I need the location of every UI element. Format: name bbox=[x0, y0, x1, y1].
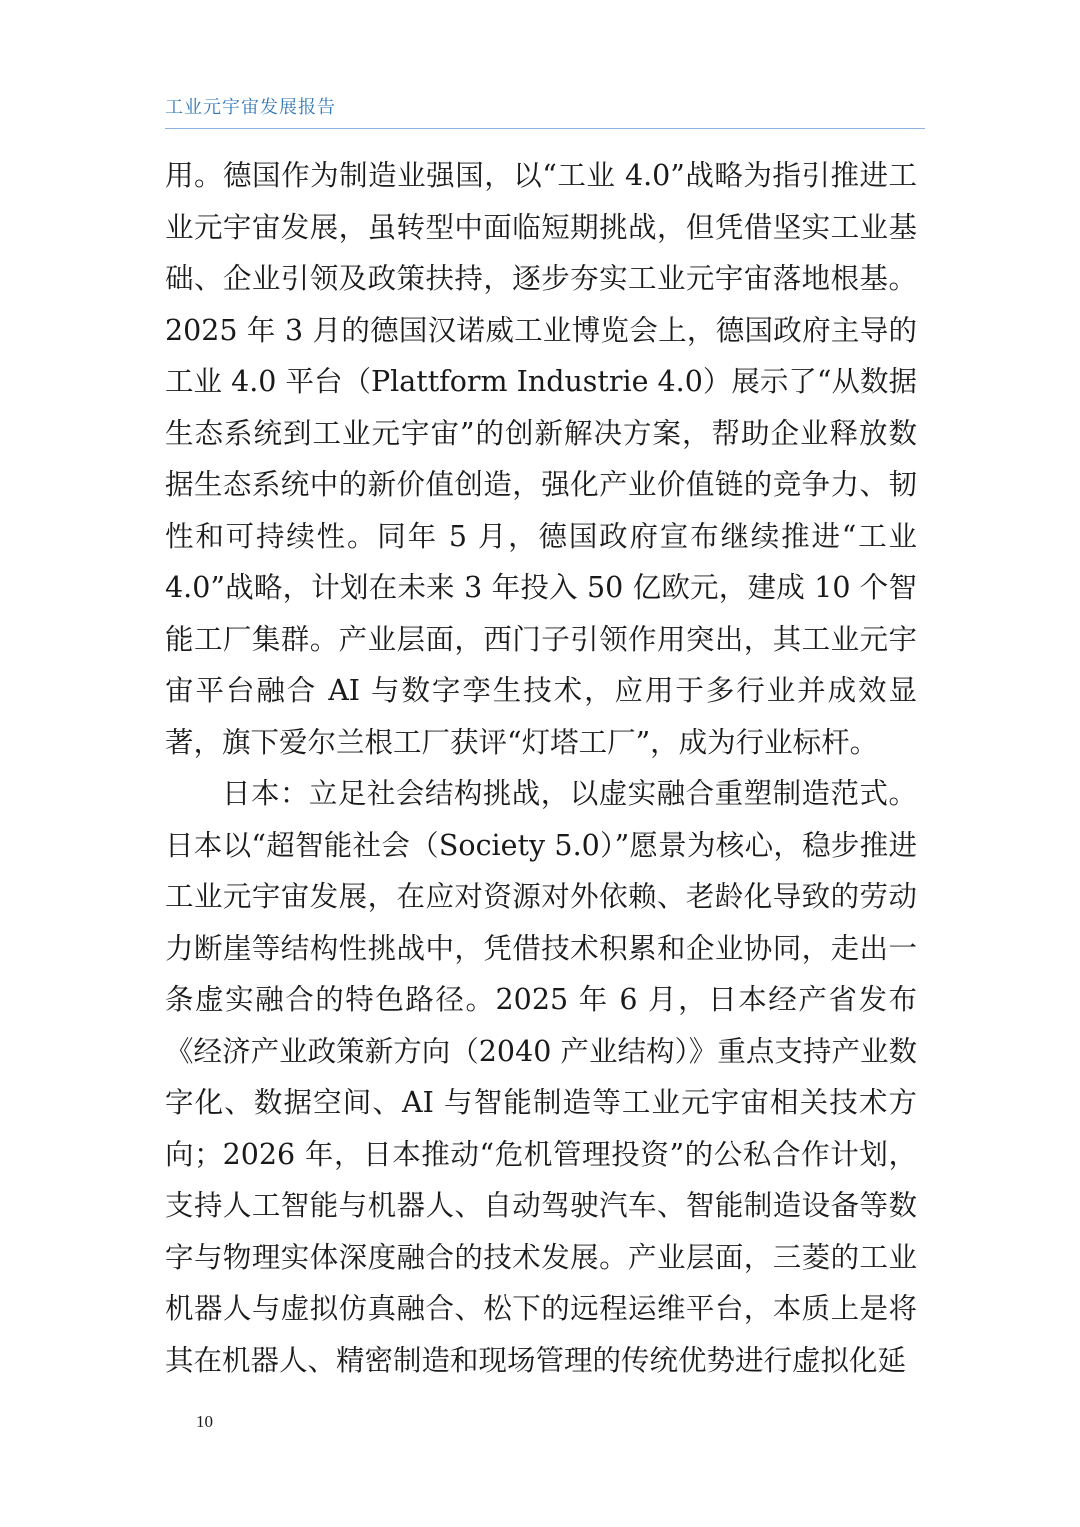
paragraph-japan: 日本：立足社会结构挑战，以虚实融合重塑制造范式。日本以“超智能社会（Society 5.0）”愿景为核心，稳步推进工业元宇宙发展，在应对资源对外依赖、老龄化导致的劳动力断崖等结构性挑战中，凭借技术积累和企业协同，走出一条虚实融合的特色路径。2025 年 6 月，日本经产省发布《经济产业政策新方向（2040 产业结构）》重点支持产业数字化、数据空间、AI 与智能制造等工业元宇宙相关技术方向；2026 年，日本推动“危机管理投资”的公私合作计划，支持人工智能与机器人、自动驾驶汽车、智能制造设备等数字与物理实体深度融合的技术发展。产业层面，三菱的工业机器人与虚拟仿真融合、松下的远程运维平台，本质上是将其在机器人、精密制造和现场管理的传统优势进行虚拟化延 bbox=[165, 777, 917, 1377]
page-number: 10 bbox=[196, 1412, 213, 1431]
header-divider bbox=[165, 128, 925, 129]
paragraph-germany: 用。德国作为制造业强国，以“工业 4.0”战略为指引推进工业元宇宙发展，虽转型中面临短期挑战，但凭借坚实工业基础、企业引领及政策扶持，逐步夯实工业元宇宙落地根基。2025 年 3 月的德国汉诺威工业博览会上，德国政府主导的工业 4.0 平台（Plattform Industrie 4.0）展示了“从数据生态系统到工业元宇宙”的创新解决方案，帮助企业释放数据生态系统中的新价值创造，强化产业价值链的竞争力、韧性和可持续性。同年 5 月，德国政府宣布继续推进“工业 4.0”战略，计划在未来 3 年投入 50 亿欧元，建成 10 个智能工厂集群。产业层面，西门子引领作用突出，其工业元宇宙平台融合 AI 与数字孪生技术，应用于多行业并成效显著，旗下爱尔兰根工厂获评“灯塔工厂”，成为行业标杆。 bbox=[165, 159, 917, 759]
body-text bbox=[165, 150, 917, 1386]
running-header-title: 工业元宇宙发展报告 bbox=[165, 97, 336, 118]
